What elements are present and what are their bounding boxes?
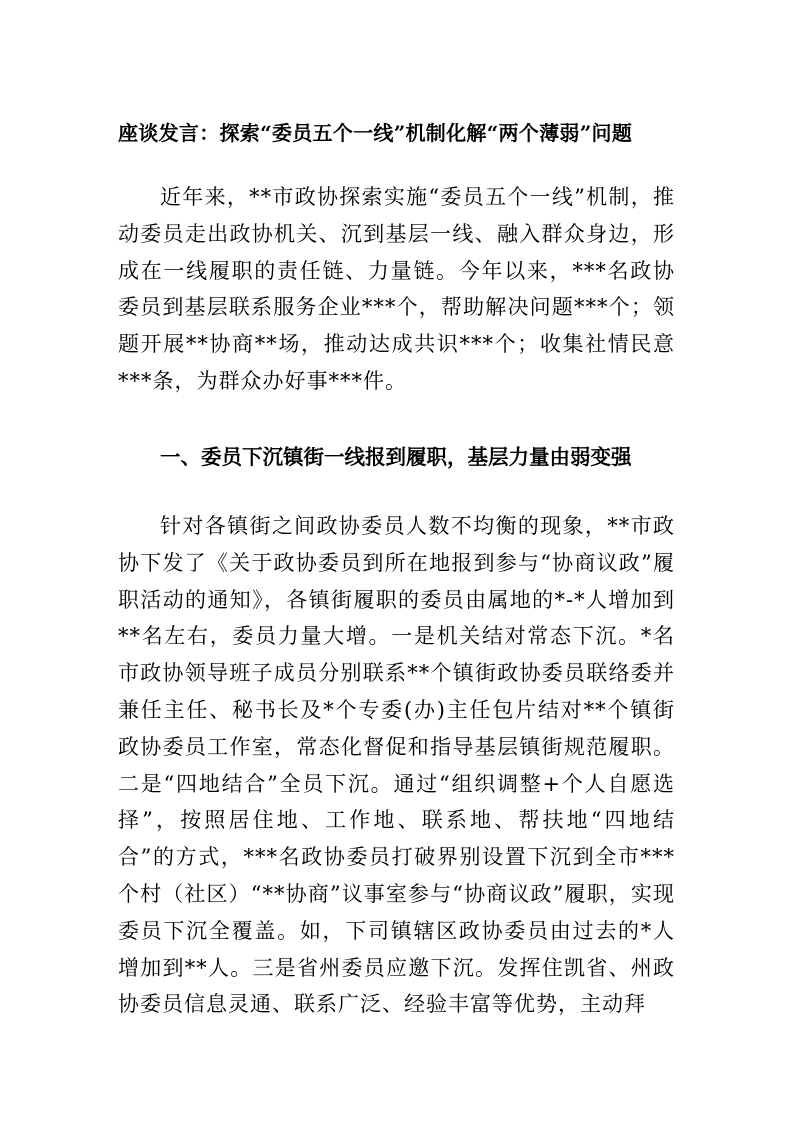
intro-paragraph: 近年来，**市政协探索实施“委员五个一线”机制，推动委员走出政协机关、沉到基层一线、融入群众身边，形成在一线履职的责任链、力量链。今年以来，***名政协委员到基层联系服务企业***个，帮助解决问题***个；领题开展**协商**场，推动达成共识***个；收集社情民意***条，为群众办好事***件。 xyxy=(118,185,675,393)
section-heading: 一、委员下沉镇街一线报到履职，基层力量由弱变强 xyxy=(160,445,632,469)
section-paragraph: 针对各镇街之间政协委员人数不均衡的现象，**市政协下发了《关于政协委员到所在地报到参与“协商议政”履职活动的通知》，各镇街履职的委员由属地的*-*人增加到**名左右，委员力量大增。一是机关结对常态下沉。*名市政协领导班子成员分别联系**个镇街政协委员联络委并兼任主任、秘书长及*个专委(办)主任包片结对**个镇街政协委员工作室，常态化督促和指导基层镇街规范履职。二是“四地结合”全员下沉。通过“组织调整+个人自愿选择”，按照居住地、工作地、联系地、帮扶地“四地结合”的方式，***名政协委员打破界别设置下沉到全市***个村（社区）“**协商”议事室参与“协商议政”履职，实现委员下沉全覆盖。如，下司镇辖区政协委员由过去的*人增加到**人。三是省州委员应邀下沉。发挥住凯省、州政协委员信息灵通、联系广泛、经验丰富等优势，主动拜 xyxy=(118,514,675,1017)
document-title: 座谈发言：探索“委员五个一线”机制化解“两个薄弱”问题 xyxy=(118,121,633,145)
